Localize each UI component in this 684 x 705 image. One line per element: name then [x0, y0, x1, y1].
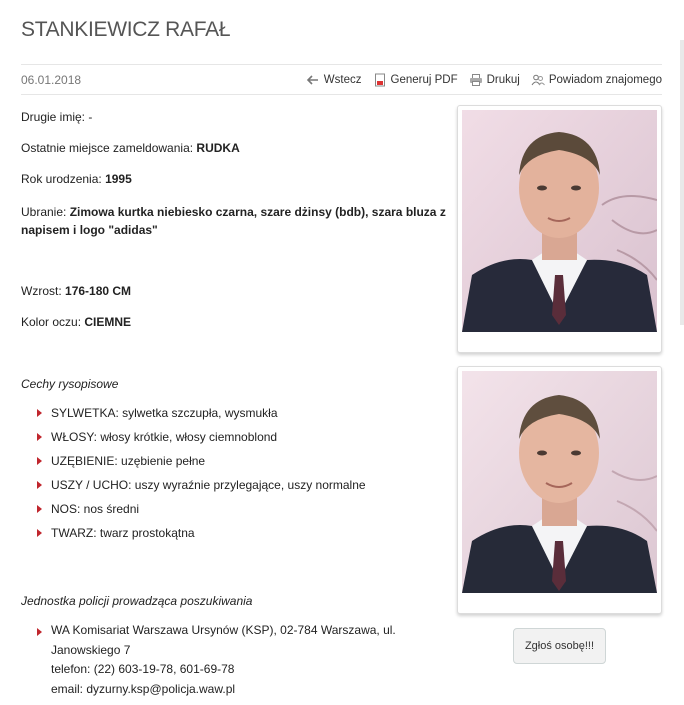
list-item: SYLWETKA: sylwetka szczupła, wysmukła: [37, 406, 366, 430]
people-icon: [531, 73, 545, 87]
toolbar: [306, 73, 662, 87]
list-item: USZY / UCHO: uszy wyraźnie przylegające, uszy normalne: [37, 478, 366, 502]
height-row: [21, 284, 131, 298]
residence-row: [21, 141, 240, 155]
clothing-row: [21, 203, 451, 239]
residence-value: RUDKA: [196, 141, 240, 155]
police-unit-title: Jednostka policji prowadząca poszukiwania: [21, 594, 253, 608]
eye-color-label: Kolor oczu:: [21, 315, 82, 329]
pdf-label: Generuj PDF: [390, 74, 458, 86]
notify-label: Powiadom znajomego: [548, 74, 662, 86]
back-label: Wstecz: [323, 74, 362, 86]
features-list: [37, 406, 366, 550]
print-link[interactable]: [469, 73, 520, 87]
clothing-value: Zimowa kurtka niebiesko czarna, szare dżinsy (bdb), szara bluza z napisem i logo "adidas": [21, 205, 446, 237]
unit-email[interactable]: email: dyzurny.ksp@policja.waw.pl: [51, 681, 236, 696]
page-title: STANKIEWICZ RAFAŁ: [21, 18, 231, 41]
list-item: UZĘBIENIE: uzębienie pełne: [37, 454, 366, 478]
back-arrow-icon: [306, 73, 320, 87]
eye-color-row: [21, 315, 131, 329]
list-item: TWARZ: twarz prostokątna: [37, 526, 366, 550]
residence-label: Ostatnie miejsce zameldowania:: [21, 141, 194, 155]
pdf-icon: [373, 73, 387, 87]
unit-name: WA Komisariat Warszawa Ursynów (KSP), 02-784 Warszawa, ul. Janowskiego 7: [51, 623, 396, 657]
printer-icon: [469, 73, 483, 87]
clothing-label: Ubranie:: [21, 205, 67, 219]
police-unit-details: [37, 621, 437, 699]
list-item: WŁOSY: włosy krótkie, włosy ciemnoblond: [37, 430, 366, 454]
birth-year-label: Rok urodzenia:: [21, 172, 102, 186]
second-name-label: Drugie imię:: [21, 110, 86, 124]
divider: [21, 94, 662, 95]
eye-color-value: CIEMNE: [84, 315, 132, 329]
divider: [21, 64, 662, 65]
notify-friend-link[interactable]: [531, 73, 662, 87]
scrollbar[interactable]: [680, 40, 684, 325]
photo-frame[interactable]: [457, 105, 662, 353]
birth-year-row: [21, 172, 132, 186]
unit-phone: telefon: (22) 603-19-78, 601-69-78: [51, 662, 235, 676]
birth-year-value: 1995: [105, 172, 132, 186]
photo-frame[interactable]: [457, 366, 662, 614]
features-title: Cechy rysopisowe: [21, 377, 119, 391]
height-value: 176-180 CM: [65, 284, 132, 298]
generate-pdf-link[interactable]: [373, 73, 458, 87]
print-label: Drukuj: [486, 74, 520, 86]
second-name-row: [21, 110, 92, 124]
person-photo: [462, 110, 657, 332]
height-label: Wzrost:: [21, 284, 62, 298]
list-item: NOS: nos średni: [37, 502, 366, 526]
second-name-value: -: [88, 110, 93, 124]
back-link[interactable]: [306, 73, 362, 87]
report-person-button[interactable]: Zgłoś osobę!!!: [513, 628, 606, 664]
publish-date: 06.01.2018: [21, 73, 82, 87]
person-photo: [462, 371, 657, 593]
